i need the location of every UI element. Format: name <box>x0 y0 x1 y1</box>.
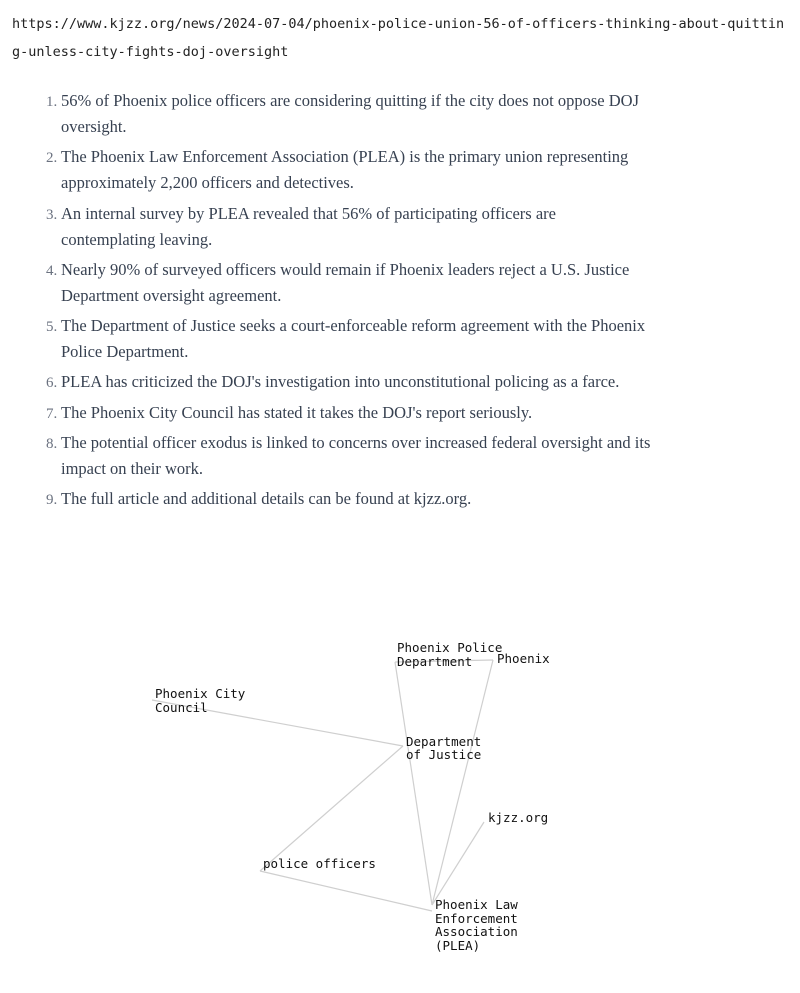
list-item: 8. The potential officer exodus is linked to concerns over increased federal oversight and its impact on their work. <box>61 430 651 482</box>
source-url[interactable]: https://www.kjzz.org/news/2024-07-04/phoenix-police-union-56-of-officers-thinking-about-quitting-unless-city-fights-doj-oversight <box>12 16 785 60</box>
node-phoenix-police-department: Phoenix Police Department <box>397 640 503 669</box>
list-item: 9. The full article and additional details can be found at kjzz.org. <box>61 486 651 512</box>
edge-doj-officers <box>260 746 403 871</box>
list-item: 4. Nearly 90% of surveyed officers would remain if Phoenix leaders reject a U.S. Justice Department oversight agreement. <box>61 257 651 309</box>
list-item: 2. The Phoenix Law Enforcement Association (PLEA) is the primary union representing approximately 2,200 officers and detectives. <box>61 144 651 196</box>
node-police-officers: police officers <box>263 856 376 871</box>
entity-graph <box>0 600 800 993</box>
list-item: 5. The Department of Justice seeks a court-enforceable reform agreement with the Phoenix Police Department. <box>61 313 651 365</box>
node-kjzz-org: kjzz.org <box>488 810 549 825</box>
list-item: 3. An internal survey by PLEA revealed that 56% of participating officers are contemplating leaving. <box>61 201 651 253</box>
node-department-of-justice: Department of Justice <box>406 734 482 762</box>
edge-ppd-plea <box>395 662 432 905</box>
edge-kjzz-plea <box>432 822 484 905</box>
node-phoenix-city-council: Phoenix City Council <box>155 686 246 715</box>
edge-officers-plea <box>260 871 432 911</box>
edge-phoenix-plea <box>432 660 493 905</box>
node-plea: Phoenix Law Enforcement Association (PLEA) <box>435 897 518 953</box>
summary-list <box>30 88 651 517</box>
list-item: 6. PLEA has criticized the DOJ's investigation into unconstitutional policing as a farce. <box>61 369 651 395</box>
node-phoenix: Phoenix <box>497 651 550 666</box>
list-item: 7. The Phoenix City Council has stated it takes the DOJ's report seriously. <box>61 400 651 426</box>
list-item: 1. 56% of Phoenix police officers are considering quitting if the city does not oppose DOJ oversight. <box>61 88 651 140</box>
